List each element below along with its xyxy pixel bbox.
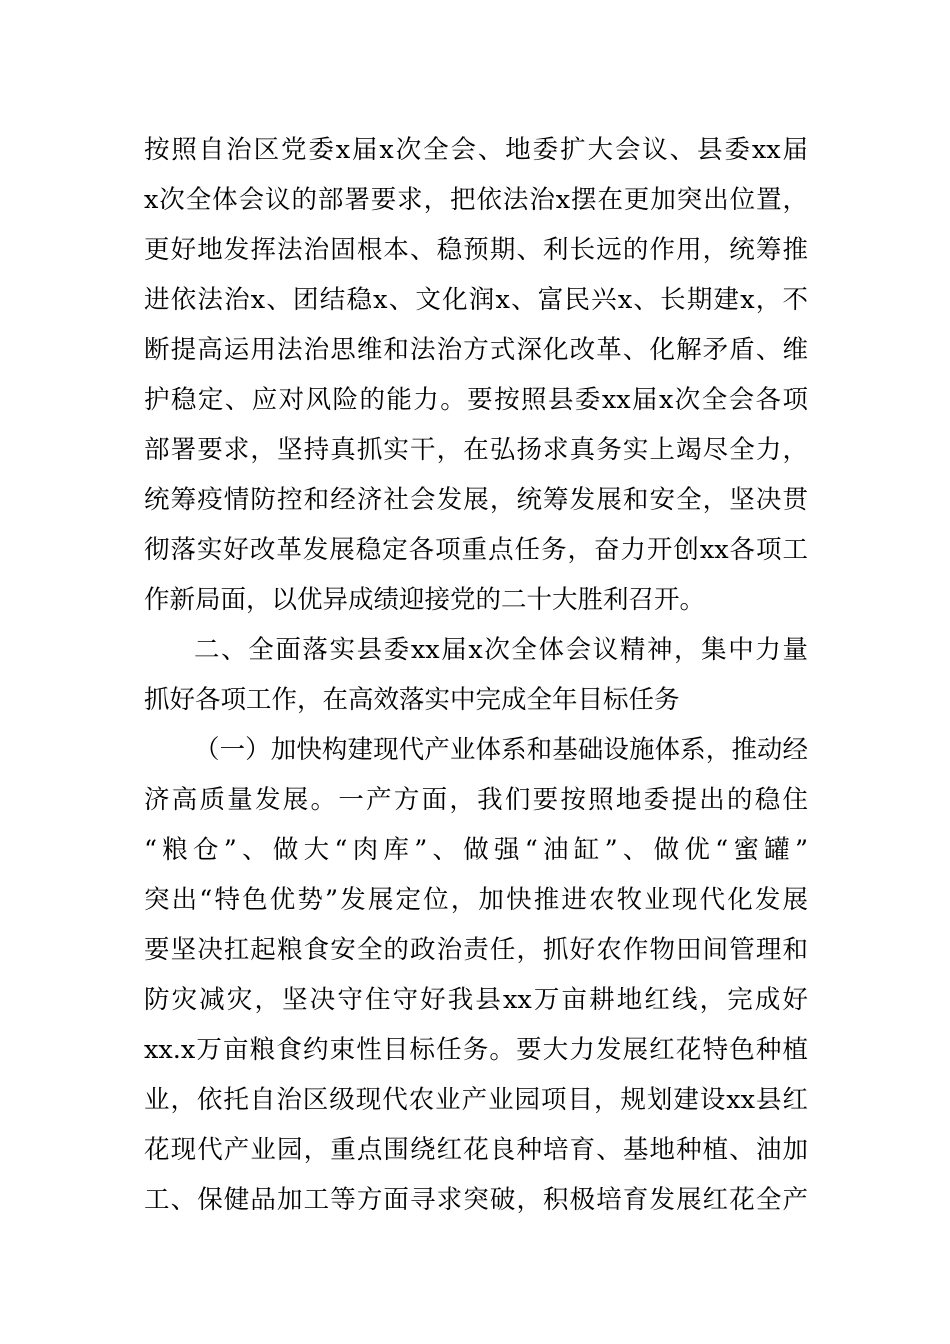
- subsection-line-6: 防灾减灾，坚决守住守好我县xx万亩耕地红线，完成好: [144, 985, 808, 1015]
- body-line-3: 更好地发挥法治固根本、稳预期、利长远的作用，统筹推: [144, 235, 808, 265]
- subsection-line-4: 突出“特色优势”发展定位，加快推进农牧业现代化发展: [144, 885, 808, 915]
- body-line-2: x次全体会议的部署要求，把依法治x摆在更加突出位置，: [144, 185, 808, 215]
- subsection-line-2: 济高质量发展。一产方面，我们要按照地委提出的稳住: [144, 785, 808, 815]
- body-line-8: 统筹疫情防控和经济社会发展，统筹发展和安全，坚决贯: [144, 485, 808, 515]
- section-heading-line-2: 抓好各项工作，在高效落实中完成全年目标任务: [144, 685, 680, 715]
- subsection-line-5: 要坚决扛起粮食安全的政治责任，抓好农作物田间管理和: [144, 935, 808, 965]
- subsection-line-7: xx.x万亩粮食约束性目标任务。要大力发展红花特色种植: [144, 1035, 808, 1065]
- body-line-5: 断提高运用法治思维和法治方式深化改革、化解矛盾、维: [144, 335, 808, 365]
- body-line-4: 进依法治x、团结稳x、文化润x、富民兴x、长期建x，不: [144, 285, 808, 315]
- subsection-line-10: 工、保健品加工等方面寻求突破，积极培育发展红花全产: [144, 1185, 808, 1215]
- body-line-10: 作新局面，以优异成绩迎接党的二十大胜利召开。: [144, 585, 706, 615]
- body-line-9: 彻落实好改革发展稳定各项重点任务，奋力开创xx各项工: [144, 535, 808, 565]
- subsection-line-3: “粮仓”、做大“肉库”、做强“油缸”、做优“蜜罐”: [144, 835, 808, 865]
- subsection-line-9: 花现代产业园，重点围绕红花良种培育、基地种植、油加: [144, 1135, 808, 1165]
- subsection-line-1: （一）加快构建现代产业体系和基础设施体系，推动经: [194, 735, 808, 765]
- body-line-1: 按照自治区党委x届x次全会、地委扩大会议、县委xx届: [144, 135, 808, 165]
- subsection-line-8: 业，依托自治区级现代农业产业园项目，规划建设xx县红: [144, 1085, 808, 1115]
- section-heading-line-1: 二、全面落实县委xx届x次全体会议精神，集中力量: [194, 635, 808, 665]
- body-line-6: 护稳定、应对风险的能力。要按照县委xx届x次全会各项: [144, 385, 808, 415]
- body-line-7: 部署要求，坚持真抓实干，在弘扬求真务实上竭尽全力，: [144, 435, 808, 465]
